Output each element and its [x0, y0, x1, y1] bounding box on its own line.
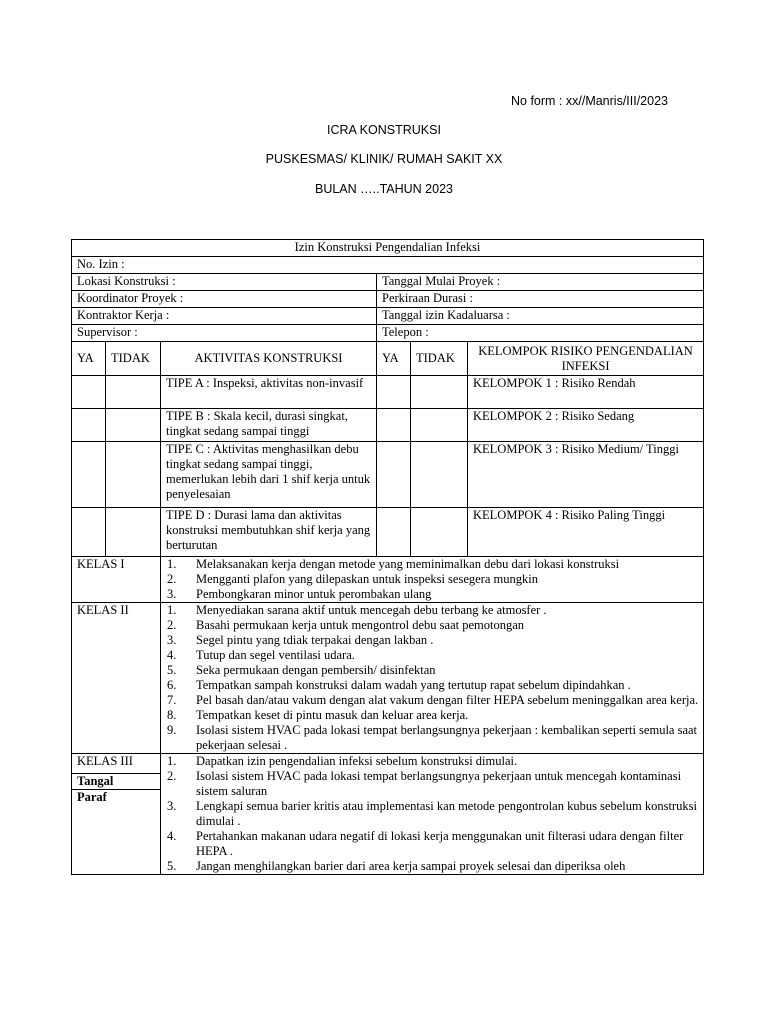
list-item-number: 1. — [167, 754, 177, 768]
list-item — [161, 633, 703, 648]
list-item — [161, 663, 703, 678]
list-item-text: Pel basah dan/atau vakum dengan alat vakum dengan filter HEPA sebelum meninggalkan area kerja. — [196, 693, 699, 707]
list-item-number: 3. — [167, 633, 177, 647]
kelompok-4-text: KELOMPOK 4 : Risiko Paling Tinggi — [468, 508, 704, 557]
ya-checkbox-cell[interactable] — [377, 442, 411, 508]
tipe-c-text: TIPE C : Aktivitas menghasilkan debu tingkat sedang sampai tinggi, memerlukan lebih dari 1 shif kerja untuk penyelesaian — [161, 442, 377, 508]
kelas-1-label: KELAS I — [72, 557, 161, 603]
list-item-number: 2. — [167, 572, 177, 586]
list-item-number: 1. — [167, 557, 177, 571]
paraf-label: Paraf — [77, 790, 107, 804]
tidak-checkbox-cell[interactable] — [106, 376, 161, 409]
kelas-2-steps — [161, 603, 704, 754]
kontraktor-field[interactable]: Kontraktor Kerja : — [72, 308, 377, 325]
list-item — [161, 693, 703, 708]
ya-checkbox-cell[interactable] — [377, 508, 411, 557]
list-item-number: 6. — [167, 678, 177, 692]
ya-checkbox-cell[interactable] — [377, 376, 411, 409]
list-item — [161, 769, 703, 799]
table-row — [72, 442, 704, 508]
document-title: ICRA KONSTRUKSI — [327, 123, 441, 137]
list-item-text: Mengganti plafon yang dilepaskan untuk inspeksi sesegera mungkin — [196, 572, 538, 586]
tidak-checkbox-cell[interactable] — [106, 409, 161, 442]
durasi-field[interactable]: Perkiraan Durasi : — [377, 291, 704, 308]
telepon-field[interactable]: Telepon : — [377, 325, 704, 342]
list-item-number: 7. — [167, 693, 177, 707]
list-item — [161, 603, 703, 618]
list-item-number: 1. — [167, 603, 177, 617]
ya-checkbox-cell[interactable] — [72, 442, 106, 508]
kelas-row — [72, 754, 704, 875]
no-izin-field[interactable]: No. Izin : — [72, 257, 704, 274]
table-row — [72, 409, 704, 442]
tidak-checkbox-cell[interactable] — [106, 442, 161, 508]
ya-checkbox-cell[interactable] — [72, 409, 106, 442]
kelas-3-label: KELAS III — [77, 754, 133, 768]
tidak-checkbox-cell[interactable] — [106, 508, 161, 557]
table-row — [72, 508, 704, 557]
kelas-row — [72, 603, 704, 754]
list-item — [161, 708, 703, 723]
list-item-text: Jangan menghilangkan barier dari area kerja sampai proyek selesai dan diperiksa oleh — [196, 859, 626, 873]
form-heading: Izin Konstruksi Pengendalian Infeksi — [72, 240, 704, 257]
list-item-text: Segel pintu yang tdiak terpakai dengan lakban . — [196, 633, 434, 647]
list-item — [161, 799, 703, 829]
col-header-ya: YA — [72, 342, 106, 376]
list-item-text: Tempatkan sampah konstruksi dalam wadah yang tertutup rapat sebelum dipindahkan . — [196, 678, 631, 692]
kadaluarsa-field[interactable]: Tanggal izin Kadaluarsa : — [377, 308, 704, 325]
kelas-3-steps — [161, 754, 704, 875]
tidak-checkbox-cell[interactable] — [411, 376, 468, 409]
list-item-text: Basahi permukaan kerja untuk mengontrol debu saat pemotongan — [196, 618, 525, 632]
list-item-text: Tutup dan segel ventilasi udara. — [196, 648, 355, 662]
list-item-number: 2. — [167, 769, 177, 783]
list-item-text: Isolasi sistem HVAC pada lokasi tempat berlangsungnya pekerjaan untuk mencegah kontaminasi sistem saluran — [196, 769, 682, 798]
icra-permit-table — [71, 239, 704, 875]
kelompok-3-text: KELOMPOK 3 : Risiko Medium/ Tinggi — [468, 442, 704, 508]
list-item-number: 9. — [167, 723, 177, 737]
list-item — [161, 618, 703, 633]
list-item-number: 3. — [167, 587, 177, 601]
tipe-b-text: TIPE B : Skala kecil, durasi singkat, tingkat sedang sampai tinggi — [161, 409, 377, 442]
list-item-number: 5. — [167, 859, 177, 873]
col-header-kelompok: KELOMPOK RISIKO PENGENDALIAN INFEKSI — [468, 342, 704, 376]
list-item-text: Dapatkan izin pengendalian infeksi sebelum konstruksi dimulai. — [196, 754, 518, 768]
tipe-d-text: TIPE D : Durasi lama dan aktivitas konstruksi membutuhkan shif kerja yang berturutan — [161, 508, 377, 557]
list-item — [161, 754, 703, 769]
form-number: No form : xx//Manris/III/2023 — [511, 94, 668, 108]
list-item-text: Seka permukaan dengan pembersih/ disinfektan — [196, 663, 436, 677]
list-item-number: 2. — [167, 618, 177, 632]
list-item-text: Lengkapi semua barier kritis atau implementasi kan metode pengontrolan kubus sebelum konstruksi dimulai . — [196, 799, 697, 828]
kelas-row — [72, 557, 704, 603]
list-item-text: Menyediakan sarana aktif untuk mencegah debu terbang ke atmosfer . — [196, 603, 547, 617]
list-item-text: Melaksanakan kerja dengan metode yang meminimalkan debu dari lokasi konstruksi — [196, 557, 620, 571]
tanggal-mulai-field[interactable]: Tanggal Mulai Proyek : — [377, 274, 704, 291]
tidak-checkbox-cell[interactable] — [411, 508, 468, 557]
kelompok-1-text: KELOMPOK 1 : Risiko Rendah — [468, 376, 704, 409]
table-row — [72, 376, 704, 409]
list-item — [161, 723, 703, 753]
facility-name: PUSKESMAS/ KLINIK/ RUMAH SAKIT XX — [265, 152, 503, 166]
list-item-text: Pertahankan makanan udara negatif di lokasi kerja menggunakan unit filterasi udara dengan filter HEPA . — [196, 829, 684, 858]
supervisor-field[interactable]: Supervisor : — [72, 325, 377, 342]
kelompok-2-text: KELOMPOK 2 : Risiko Sedang — [468, 409, 704, 442]
tidak-checkbox-cell[interactable] — [411, 409, 468, 442]
tipe-a-text: TIPE A : Inspeksi, aktivitas non-invasif — [161, 376, 377, 409]
document-period: BULAN …..TAHUN 2023 — [314, 182, 453, 196]
list-item-text: Pembongkaran minor untuk perombakan ulang — [196, 587, 432, 601]
list-item-number: 5. — [167, 663, 177, 677]
list-item-number: 4. — [167, 648, 177, 662]
ya-checkbox-cell[interactable] — [72, 508, 106, 557]
kelas-3-cell — [72, 754, 161, 875]
col-header-tidak: TIDAK — [106, 342, 161, 376]
kelas-1-steps — [161, 557, 704, 603]
list-item — [161, 678, 703, 693]
ya-checkbox-cell[interactable] — [72, 376, 106, 409]
list-item-text: Isolasi sistem HVAC pada lokasi tempat berlangsungnya pekerjaan : kembalikan seperti semula saat pekerjaan selesai . — [196, 723, 698, 752]
koordinator-field[interactable]: Koordinator Proyek : — [72, 291, 377, 308]
ya-checkbox-cell[interactable] — [377, 409, 411, 442]
list-item-number: 3. — [167, 799, 177, 813]
list-item — [161, 587, 703, 602]
kelas-2-label: KELAS II — [72, 603, 161, 754]
list-item — [161, 572, 703, 587]
col-header-aktivitas: AKTIVITAS KONSTRUKSI — [161, 342, 377, 376]
tangal-label: Tangal — [72, 773, 160, 790]
list-item-text: Tempatkan keset di pintu masuk dan keluar area kerja. — [196, 708, 469, 722]
list-item-number: 4. — [167, 829, 177, 843]
lokasi-field[interactable]: Lokasi Konstruksi : — [72, 274, 377, 291]
col-header-tidak-2: TIDAK — [411, 342, 468, 376]
tidak-checkbox-cell[interactable] — [411, 442, 468, 508]
list-item — [161, 829, 703, 859]
list-item — [161, 557, 703, 572]
col-header-ya-2: YA — [377, 342, 411, 376]
list-item — [161, 859, 703, 874]
list-item — [161, 648, 703, 663]
list-item-number: 8. — [167, 708, 177, 722]
